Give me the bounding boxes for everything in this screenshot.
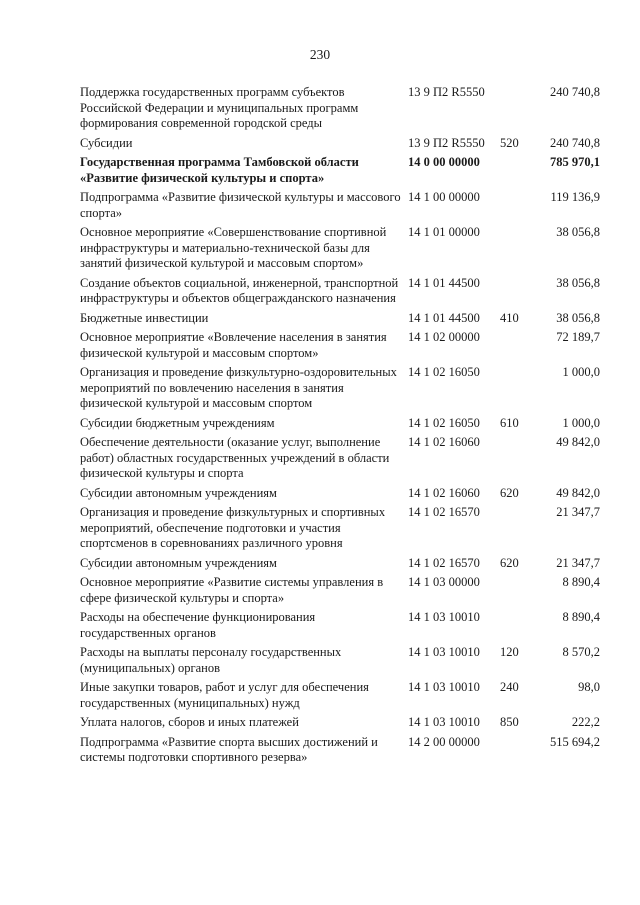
row-target-code: 14 2 00 00000 xyxy=(408,734,480,749)
row-description: Поддержка государственных программ субъектов Российской Федерации и муниципальных программ формирования современной городской среды xyxy=(80,85,359,130)
row-description: Подпрограмма «Развитие физической культуры и массового спорта» xyxy=(80,190,401,220)
row-amount: 49 842,0 xyxy=(556,485,600,500)
table-row xyxy=(80,276,600,307)
row-target-code: 14 1 01 44500 xyxy=(408,275,480,290)
row-description: Субсидии бюджетным учреждениям xyxy=(80,415,275,430)
row-description: Основное мероприятие «Совершенствование спортивной инфраструктуры и материально-технической базы для занятий физической культурой и массовым спортом» xyxy=(80,225,387,270)
table-row xyxy=(80,645,600,676)
row-amount: 785 970,1 xyxy=(550,155,600,169)
row-amount: 21 347,7 xyxy=(556,555,600,570)
budget-table xyxy=(80,85,600,770)
row-description: Иные закупки товаров, работ и услуг для обеспечения государственных (муниципальных) нужд xyxy=(80,680,369,710)
row-amount: 38 056,8 xyxy=(556,310,600,325)
table-row xyxy=(80,155,600,186)
table-row xyxy=(80,365,600,412)
row-target-code: 14 1 03 10010 xyxy=(408,715,480,729)
row-description: Субсидии xyxy=(80,135,133,150)
table-row xyxy=(80,735,600,766)
row-target-code: 13 9 П2 R5550 xyxy=(408,85,485,99)
table-row xyxy=(80,85,600,132)
row-expense-type: 520 xyxy=(500,135,519,150)
row-amount: 98,0 xyxy=(578,680,600,694)
row-amount: 1 000,0 xyxy=(562,365,600,379)
row-description: Обеспечение деятельности (оказание услуг, выполнение работ) областных государственных учреждений в области физической культуры и спорта xyxy=(80,435,390,480)
row-description: Организация и проведение физкультурных и спортивных мероприятий, обеспечение подготовки и участия спортсменов в соревнованиях различного уровня xyxy=(80,505,386,550)
row-expense-type: 620 xyxy=(500,555,519,570)
row-description: Создание объектов социальной, инженерной, транспортной инфраструктуры и объектов общегражданского назначения xyxy=(80,275,399,305)
table-row xyxy=(80,575,600,606)
row-expense-type: 410 xyxy=(500,310,519,325)
row-target-code: 14 1 02 00000 xyxy=(408,330,480,344)
row-description: Бюджетные инвестиции xyxy=(80,310,209,325)
row-amount: 119 136,9 xyxy=(550,190,600,204)
row-amount: 1 000,0 xyxy=(562,415,600,430)
row-target-code: 14 1 02 16060 xyxy=(408,485,480,500)
row-target-code: 14 1 03 10010 xyxy=(408,645,480,659)
row-target-code: 14 1 03 00000 xyxy=(408,575,480,589)
table-row xyxy=(80,136,600,152)
row-target-code: 14 1 02 16570 xyxy=(408,555,480,570)
row-target-code: 14 1 01 44500 xyxy=(408,310,480,325)
row-amount: 8 890,4 xyxy=(562,575,600,589)
table-row xyxy=(80,680,600,711)
row-amount: 38 056,8 xyxy=(556,225,600,239)
row-amount: 222,2 xyxy=(571,715,600,729)
row-expense-type: 120 xyxy=(500,645,519,659)
row-amount: 21 347,7 xyxy=(556,505,600,519)
row-target-code: 14 0 00 00000 xyxy=(408,155,480,169)
row-description: Субсидии автономным учреждениям xyxy=(80,555,277,570)
table-row xyxy=(80,330,600,361)
row-target-code: 14 1 03 10010 xyxy=(408,610,480,624)
row-amount: 38 056,8 xyxy=(556,275,600,290)
table-row xyxy=(80,486,600,502)
row-amount: 515 694,2 xyxy=(550,734,600,749)
table-row xyxy=(80,505,600,552)
row-amount: 72 189,7 xyxy=(556,330,600,344)
row-description: Государственная программа Тамбовской области «Развитие физической культуры и спорта» xyxy=(80,155,359,185)
row-target-code: 14 1 02 16050 xyxy=(408,415,480,430)
row-amount: 49 842,0 xyxy=(556,435,600,449)
row-target-code: 14 1 03 10010 xyxy=(408,680,480,694)
row-description: Основное мероприятие «Развитие системы управления в сфере физической культуры и спорта» xyxy=(80,575,384,605)
row-description: Организация и проведение физкультурно-оздоровительных мероприятий по вовлечению населения в занятия физической культурой и массовым спортом xyxy=(80,365,397,410)
table-row xyxy=(80,610,600,641)
row-description: Расходы на обеспечение функционирования государственных органов xyxy=(80,610,316,640)
row-target-code: 14 1 00 00000 xyxy=(408,190,480,204)
table-row xyxy=(80,435,600,482)
row-amount: 8 570,2 xyxy=(562,645,600,659)
row-description: Подпрограмма «Развитие спорта высших достижений и системы подготовки спортивного резерва» xyxy=(80,734,378,764)
table-row xyxy=(80,715,600,731)
page-number: 230 xyxy=(309,47,331,62)
row-expense-type: 620 xyxy=(500,485,519,500)
row-amount: 240 740,8 xyxy=(550,135,600,150)
table-row xyxy=(80,311,600,327)
row-description: Расходы на выплаты персоналу государственных (муниципальных) органов xyxy=(80,645,342,675)
row-target-code: 14 1 02 16060 xyxy=(408,435,480,449)
row-target-code: 14 1 02 16570 xyxy=(408,505,480,519)
row-description: Субсидии автономным учреждениям xyxy=(80,485,277,500)
table-row xyxy=(80,556,600,572)
table-row xyxy=(80,416,600,432)
row-amount: 8 890,4 xyxy=(562,610,600,624)
row-expense-type: 850 xyxy=(500,715,519,729)
row-target-code: 13 9 П2 R5550 xyxy=(408,135,485,150)
table-row xyxy=(80,225,600,272)
row-expense-type: 610 xyxy=(500,415,519,430)
row-description: Уплата налогов, сборов и иных платежей xyxy=(80,715,299,729)
row-target-code: 14 1 02 16050 xyxy=(408,365,480,379)
row-expense-type: 240 xyxy=(500,680,519,694)
row-target-code: 14 1 01 00000 xyxy=(408,225,480,239)
row-description: Основное мероприятие «Вовлечение населения в занятия физической культурой и массовым спортом» xyxy=(80,330,387,360)
table-row xyxy=(80,190,600,221)
row-amount: 240 740,8 xyxy=(550,85,600,99)
